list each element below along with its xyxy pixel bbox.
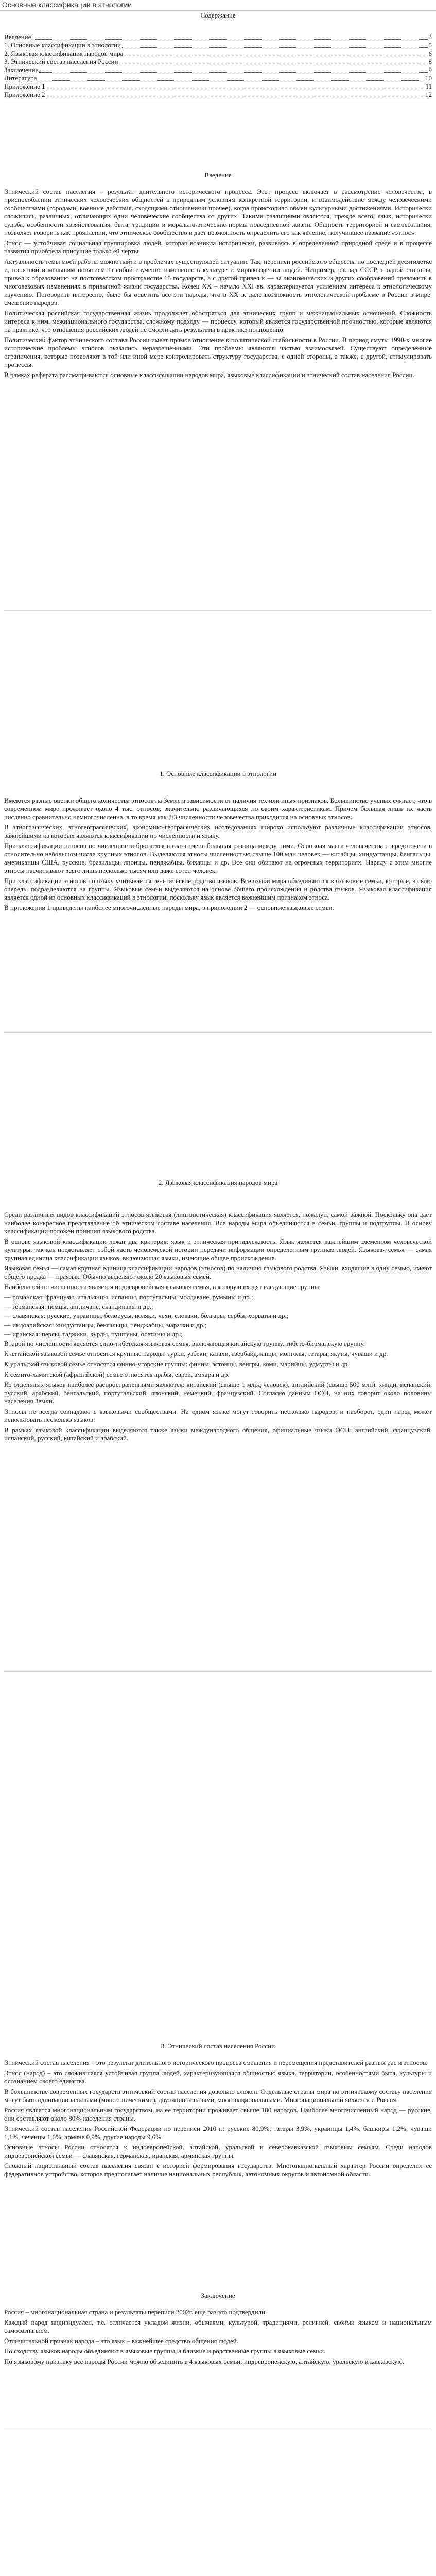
section3-body	[4, 2059, 432, 2180]
paragraph: Политический фактор этнического состава России имеет прямое отношение к политической стабильности в России. В период смуты 1990-х многие исторические проблемы этносов оказались неразрешенными. Эти проблемы являются частью взаимосвязей. Существуют определенные ограничения, которые позволяют в той или иной мере контролировать структуру государства, с одной стороны, а также, с другой, стимулировать процессы.	[4, 336, 432, 368]
paragraph: Россия – многонациональная страна и результаты переписи 2002г. еще раз это подтвердили.	[4, 2308, 267, 2316]
list-item: — иранская: персы, таджики, курды, пуштуны, осетины и др.;	[4, 1330, 182, 1338]
paragraph: Сложный национальный состав населения связан с историей формирования государства. Многонациональный характер России определил ее федеративное устройство, которое предполагает наличие национальных республик, автономных округов и автономной области.	[4, 2162, 432, 2178]
paragraph: Имеются разные оценки общего количества этносов на Земле в зависимости от наличия тех или иных признаков. Большинство ученых считает, что в современном мире проживает около 4 тыс. этносов, значительно различающихся по своим характеристикам. Причем большая лишь их часть численно сравнительно немногочисленна, в то время как 2/3 численности человечества приходится на основных этносов.	[4, 796, 432, 821]
paragraph: Россия является многонациональным государством, на ее территории проживает свыше 180 народов. Наиболее многочисленный народ — русские, они составляют около 80% населения страны.	[4, 2106, 432, 2122]
paragraph: Отличительной признак народа – это язык – важнейшее средство общения людей.	[4, 2337, 238, 2345]
paragraph: К алтайской языковой семье относятся крупные народы: турки, узбеки, казахи, азербайджанцы, монголы, татары, якуты, чуваши и др.	[4, 1350, 388, 1358]
toc-item[interactable]: Введение 3	[4, 33, 432, 41]
paragraph: Языковая семья — самая крупная единица классификации народов (этносов) по наличию языкового родства. Языки, входящие в одну семью, имеют общего предка — праязык. Обычно выделяют около 20 языковых семей.	[4, 1264, 432, 1280]
paragraph: Наибольшей по численности является индоевропейская языковая семья, в которую входят следующие группы:	[4, 1283, 321, 1291]
paragraph: Политическая российская государственная жизнь продолжает обостряться для этнических групп и межнациональных отношений. Сложность интереса к ним, межнационального государства, сложному подходу — процессу, который является государственной прочностью, которые являются на практике, что отношения российских людей не смогли дать результаты в практике полноценно.	[4, 309, 432, 333]
toc-item[interactable]: Заключение 9	[4, 66, 432, 74]
paragraph: К уральской языковой семье относятся финно-угорские группы: финны, эстонцы, венгры, коми, марийцы, удмурты и др.	[4, 1360, 350, 1368]
conclusion-heading: Заключение	[201, 2292, 235, 2299]
paragraph: При классификации этносов по языку учитывается генетическое родство языков. Все языки мира объединяются в языковые семьи, которые, в свою очередь, подразделяются на группы. Языковые семьи выделяются на основе общего происхождения и родства языков. Языковая классификация является одной из основных классификаций в этнологии, поскольку язык является важнейшим признаком этноса.	[4, 877, 432, 901]
list-item: — романская: французы, итальянцы, испанцы, португальцы, молдаване, румыны и др.;	[4, 1293, 253, 1301]
paragraph: Актуальность темы моей работы можно найти в проблемах существующей ситуации. Так, переписи российского общества по последней десятилетке и, понятной и меньшим понятием за собой изучение изменение в культуре и мировоззрении людей. Например, распад СССР, с одной стороны, привел к образованию на постсоветском пространстве 15 государств, а с другой привел к — за экономических и других соображений тревожить в многовековых изменениях в привычной жизни государства. Конец XX – начало XXI вв. характеризуется усилением интереса к этнологическому изучению. Поговорить интересно, было бы осветить все эти народы, что в XX в. дало возможность этнологической проблеме в России в мире, смешение народов.	[4, 258, 432, 307]
toc-item[interactable]: 2. Языковая классификация народов мира 6	[4, 49, 432, 57]
toc-heading: Содержание	[200, 11, 236, 19]
paragraph: В рамках языковой классификации выделяются также языки международного общения, официальные языки ООН: английский, французский, испанский, русский, китайский и арабский.	[4, 1426, 432, 1442]
paragraph: По сходству языков народы объединяют в языковые группы, а близкие и родственные группы в языковые семьи.	[4, 2347, 326, 2355]
section1-heading: 1. Основные классификации в этнологии	[159, 770, 277, 777]
divider	[4, 1032, 432, 1033]
paragraph: Из отдельных языков наиболее распространенными являются: китайский (свыше 1 млрд человек), английский (свыше 500 млн), хинди, испанский, русский, арабский, бенгальский, португальский, японский, немецкий, французский. Согласно данным ООН, на них говорит около половины населения Земли.	[4, 1381, 432, 1405]
paragraph: Этносы не всегда совпадают с языковыми сообществами. На одном языке могут говорить несколько народов, и наоборот, один народ может использовать несколько языков.	[4, 1408, 432, 1423]
paragraph: Среди различных видов классификаций этносов языковая (лингвистическая) классификация является, пожалуй, самой важной. Поскольку она дает наиболее конкретное представление об этническом составе населения. Все народы мира объединяются в семьи, группы и подгруппы. В основу классификации положен принцип языкового родства.	[4, 1211, 432, 1235]
paragraph: Этнический состав населения – результат длительного исторического процесса. Этот процесс включает в рассмотрение человечества, в приспособлении этнических человеческих общностей к природным условиям конкретной территории, и взаимодействие между человеческими сообществами (городами, военные действия, сходящими отношения и прочее), когда происходило обмен культурными достижениями. Исторически сложились, различных, отличающих одни человеческие сообщества от других. Такими различиями являются, прежде всего, язык, исторически судьба, особенности хозяйствования, быта, традиции и морально-этические нормы повседневной жизни. Общность территорией и самосознания, позволяет говорить как проявлении, что этническое сообщество и дает возможность определить его как явление, получившее название «этнос».	[4, 188, 432, 236]
paragraph: В основе языковой классификации лежат два критерия: язык и этническая принадлежность. Язык является важнейшим элементом человеческой культуры, так как представляет собой часть человеческой истории передачи информации определенным группам людей. Языковая семья — самая крупная единица классификации языков, включающая языки, имеющие общее происхождение.	[4, 1238, 432, 1262]
conclusion-body	[4, 2308, 432, 2368]
toc-item[interactable]: 3. Этнический состав населения России 8	[4, 58, 432, 65]
paragraph: Этнический состав населения Российской Федерации по переписи 2010 г.: русские 80,9%, татары 3,9%, украинцы 1,4%, башкиры 1,2%, чуваши 1,1%, чеченцы 1,0%, армяне 0,9%, другие народы 9,6%.	[4, 2125, 432, 2141]
paragraph: В этнографических, этногеографических, экономико-географических исследованиях широко используют различные классификации этносов, важнейшими из которых являются классификации по численности и языку.	[4, 823, 432, 839]
paragraph: Этнос (народ) – это сложившаяся устойчивая группа людей, характеризующаяся общностью языка, территории, особенностями быта, культуры и осознанием своего единства.	[4, 2069, 432, 2085]
list-item: — германская: немцы, англичане, скандинавы и др.;	[4, 1302, 153, 1310]
section2-body	[4, 1211, 432, 1445]
toc-item[interactable]: Приложение 2 12	[4, 91, 432, 98]
page-title: Основные классификации в этнологии	[2, 1, 132, 9]
list-item: — славянская: русские, украинцы, белорусы, поляки, чехи, словаки, болгары, сербы, хорваты и др.;	[4, 1312, 289, 1319]
section1-body	[4, 796, 432, 914]
divider	[4, 1671, 432, 1672]
toc-item[interactable]: Литература 10	[4, 74, 432, 82]
paragraph: Второй по численности является сино-тибетская языковая семья, включающая китайскую группу, тибето-бирманскую группу.	[4, 1340, 365, 1347]
page-title-bar	[0, 0, 436, 11]
paragraph: Этнический состав населения – это результат длительного исторического процесса смешения и перемещения представителей разных рас и этносов.	[4, 2059, 428, 2066]
paragraph: В рамках реферата рассматриваются основные классификации народов мира, языковые классификации и этнический состав населения России.	[4, 371, 414, 379]
paragraph: Основные этносы России относятся к индоевропейской, алтайской, уральской и северокавказской языковым семьям. Среди народов индоевропейской семьи — славянская, германская, иранская, армянская группы.	[4, 2143, 432, 2159]
section3-heading: 3. Этнический состав населения России	[161, 2042, 275, 2050]
intro-heading: Введение	[204, 171, 232, 179]
list-item: — индоарийская: хиндустанцы, бенгальцы, пенджабцы, маратхи и др.;	[4, 1321, 207, 1329]
section2-heading: 2. Языковая классификация народов мира	[158, 1179, 278, 1187]
paragraph: При классификации этносов по численности бросается в глаза очень большая разница между ними. Основная масса человечества сосредоточена в относительно небольшом числе крупных этносов. Выделяются этносы численностью свыше 100 млн человек — китайцы, хиндустанцы, бенгальцы, американцы США, русские, бразильцы, японцы, пенджабцы, бихарцы и др. Все они обитают на огромных территориях. Наряду с этим многие этносы насчитывают всего лишь несколько тысяч или даже сотен человек.	[4, 842, 432, 874]
table-of-contents	[4, 33, 432, 99]
paragraph: К семито-хамитской (афразийской) семье относятся арабы, евреи, амхара и др.	[4, 1370, 230, 1378]
paragraph: По языковому признаку все народы России можно объединить в 4 языковых семьи: индоевропейскую, алтайскую, уральскую и кавказскую.	[4, 2358, 405, 2365]
intro-body	[4, 188, 432, 381]
paragraph: Каждый народ индивидуален, т.е. отличается укладом жизни, обычаями, культурой, традициями, религией, своими языком и национальным самосознанием.	[4, 2318, 432, 2334]
paragraph: В большинстве современных государств этнический состав населения довольно сложен. Отдельные страны мира по этническому составу населения могут быть однонациональными (моноэтническими), двунациональными, многонациональными. Многонациональной является и Россия.	[4, 2088, 432, 2104]
paragraph: В приложении 1 приведены наиболее многочисленные народы мира, в приложении 2 — основные языковые семьи.	[4, 904, 334, 911]
divider	[4, 610, 432, 611]
toc-item[interactable]: Приложение 1 11	[4, 82, 432, 90]
paragraph: Этнос — устойчивая социальная группировка людей, которая возникла исторически, развиваясь в определенной природной среде и в процессе развития приобрела присущие только ей черты.	[4, 239, 432, 255]
toc-item[interactable]: 1. Основные классификации в этнологии 5	[4, 41, 432, 49]
